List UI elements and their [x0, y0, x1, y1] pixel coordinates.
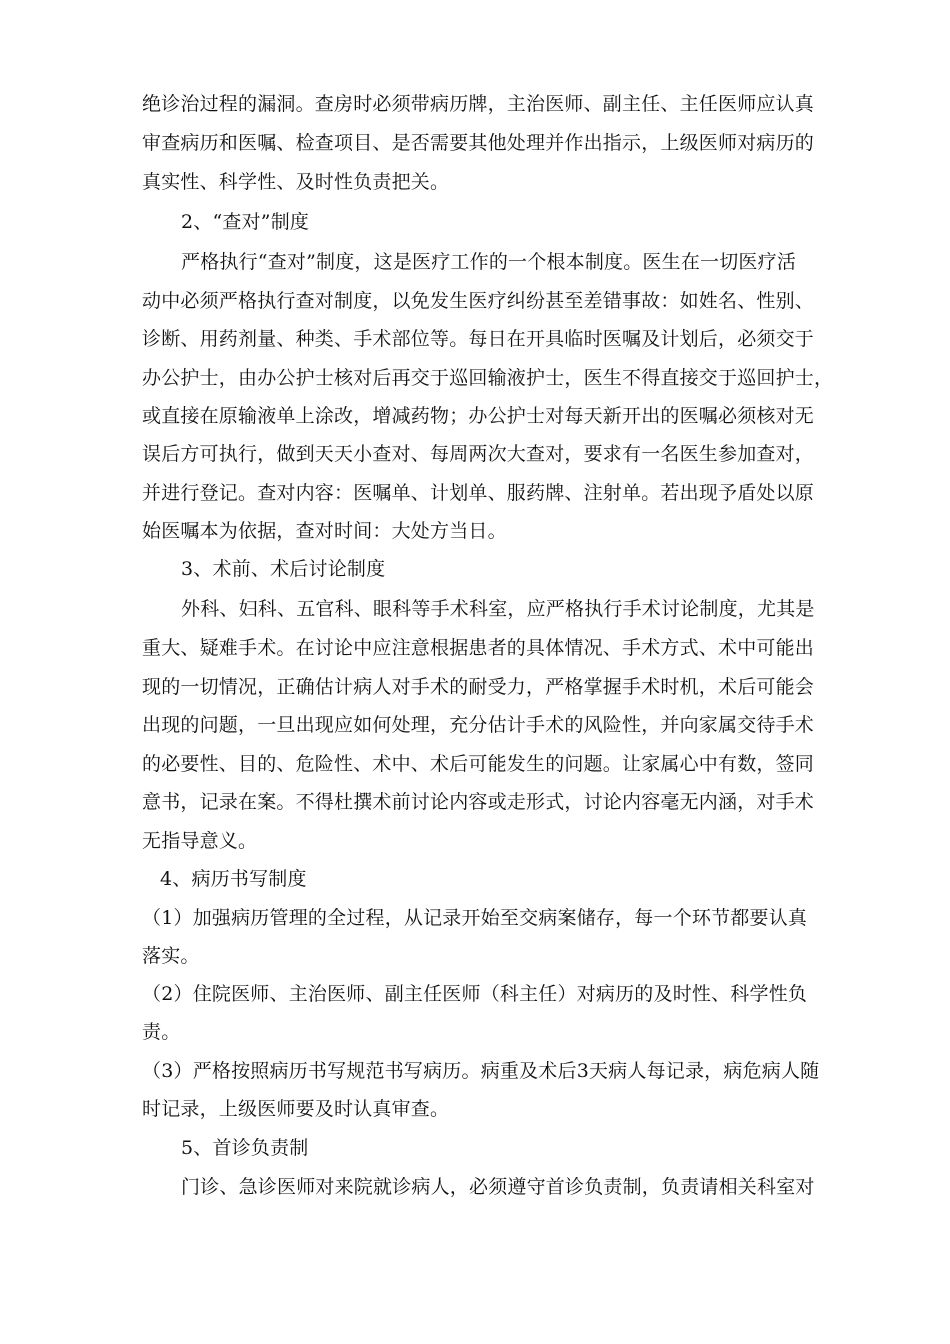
- paragraph-line: 外科、妇科、五官科、眼科等手术科室，应严格执行手术讨论制度，尤其是: [181, 598, 815, 620]
- section-heading: 3、术前、术后讨论制度: [181, 558, 386, 580]
- section-heading: 4、病历书写制度: [160, 868, 307, 890]
- paragraph-line: 办公护士，由办公护士核对后再交于巡回输液护士，医生不得直接交于巡回护士，: [142, 367, 834, 389]
- paragraph-line: 严格执行“查对”制度，这是医疗工作的一个根本制度。医生在一切医疗活: [181, 251, 797, 273]
- paragraph-line: 重大、疑难手术。在讨论中应注意根据患者的具体情况、手术方式、术中可能出: [142, 637, 815, 659]
- list-item-line: 责。: [142, 1021, 181, 1043]
- list-item-line: （3）严格按照病历书写规范书写病历。病重及术后3天病人每记录，病危病人随: [142, 1060, 820, 1082]
- section-heading: 2、“查对”制度: [181, 211, 310, 233]
- paragraph-line: 门诊、急诊医师对来院就诊病人，必须遵守首诊负责制，负责请相关科室对: [181, 1176, 815, 1198]
- list-item-line: 时记录，上级医师要及时认真审查。: [142, 1098, 450, 1120]
- paragraph-line: 的必要性、目的、危险性、术中、术后可能发生的问题。让家属心中有数，签同: [142, 753, 815, 775]
- paragraph-line: 始医嘱本为依据，查对时间：大处方当日。: [142, 520, 507, 542]
- paragraph-line: 审查病历和医嘱、检查项目、是否需要其他处理并作出指示，上级医师对病历的: [142, 132, 815, 154]
- list-item-line: （2）住院医师、主治医师、副主任医师（科主任）对病历的及时性、科学性负: [142, 983, 808, 1005]
- paragraph-line: 并进行登记。查对内容：医嘱单、计划单、服药牌、注射单。若出现予盾处以原: [142, 482, 815, 504]
- paragraph-line: 诊断、用药剂量、种类、手术部位等。每日在开具临时医嘱及计划后，必须交于: [142, 328, 815, 350]
- paragraph-line: 意书，记录在案。不得杜撰术前讨论内容或走形式，讨论内容毫无内涵，对手术: [142, 791, 815, 813]
- list-item-line: （1）加强病历管理的全过程，从记录开始至交病案储存，每一个环节都要认真: [142, 907, 808, 929]
- paragraph-line: 或直接在原输液单上涂改，增减药物；办公护士对每天新开出的医嘱必须核对无: [142, 405, 815, 427]
- section-heading: 5、首诊负责制: [181, 1137, 309, 1159]
- paragraph-line: 绝诊治过程的漏洞。查房时必须带病历牌，主治医师、副主任、主任医师应认真: [142, 93, 815, 115]
- paragraph-line: 无指导意义。: [142, 830, 258, 852]
- paragraph-line: 真实性、科学性、及时性负责把关。: [142, 171, 450, 193]
- paragraph-line: 动中必须严格执行查对制度，以免发生医疗纠纷甚至差错事故：如姓名、性别、: [142, 290, 815, 312]
- paragraph-line: 现的一切情况，正确估计病人对手术的耐受力，严格掌握手术时机，术后可能会: [142, 676, 815, 698]
- list-item-line: 落实。: [142, 945, 200, 967]
- paragraph-line: 出现的问题，一旦出现应如何处理，充分估计手术的风险性，并向家属交待手术: [142, 714, 815, 736]
- paragraph-line: 误后方可执行，做到天天小查对、每周两次大查对，要求有一名医生参加查对，: [142, 443, 815, 465]
